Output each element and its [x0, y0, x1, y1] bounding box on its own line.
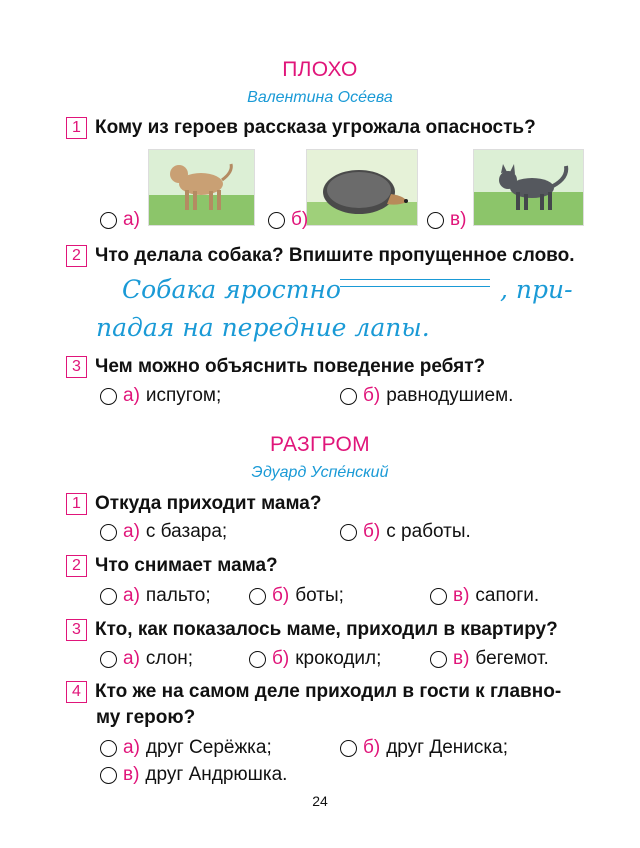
question-text: Что снимает мама? — [95, 555, 278, 576]
option-text: друг Андрюшка. — [145, 764, 288, 785]
dog-picture — [148, 149, 255, 226]
option-text: с базара; — [145, 521, 228, 542]
option-letter: б) — [272, 648, 290, 669]
option-letter: в) — [123, 764, 140, 785]
option-b[interactable] — [340, 385, 513, 407]
cat-picture — [473, 149, 584, 226]
question-2-3 — [66, 619, 558, 641]
option-letter: в) — [453, 585, 470, 606]
radio-circle[interactable] — [340, 740, 357, 757]
option-letter: б) — [363, 521, 381, 542]
option-letter: а) — [123, 737, 140, 758]
radio-circle[interactable] — [430, 588, 447, 605]
question-text: Кому из героев рассказа угрожала опасность? — [95, 117, 536, 138]
fill-in-blank[interactable] — [340, 279, 490, 287]
option-text: сапоги. — [475, 585, 540, 606]
handwritten-line-2: падая на передние лапы. — [96, 313, 430, 342]
question-1-1 — [66, 117, 536, 139]
option-letter: б) — [291, 209, 309, 230]
option-a[interactable] — [100, 385, 221, 407]
question-text: Откуда приходит мама? — [95, 493, 322, 514]
option-c[interactable] — [430, 648, 549, 670]
option-text: друг Дениска; — [386, 737, 508, 758]
option-letter: а) — [123, 385, 140, 406]
question-number: 3 — [66, 356, 87, 378]
option-b[interactable] — [340, 521, 471, 543]
question-text-line2: му герою? — [96, 707, 196, 728]
option-text: друг Серёжка; — [145, 737, 272, 758]
section-title-razgrom: РАЗГРОМ — [270, 433, 370, 456]
question-2-4 — [66, 681, 561, 703]
question-text: Что делала собака? Впишите пропущенное слово. — [95, 245, 575, 266]
question-2-1 — [66, 493, 321, 515]
option-b[interactable] — [340, 737, 508, 759]
radio-circle[interactable] — [249, 588, 266, 605]
option-letter: б) — [272, 585, 290, 606]
question-number: 2 — [66, 555, 87, 577]
page-number: 24 — [312, 793, 328, 809]
option-c[interactable] — [430, 585, 539, 607]
radio-circle[interactable] — [340, 388, 357, 405]
section-author-oseeva: Валентина Осе́ева — [247, 89, 393, 106]
question-number: 4 — [66, 681, 87, 703]
question-1-3 — [66, 356, 485, 378]
option-letter: б) — [363, 385, 381, 406]
option-letter: б) — [363, 737, 381, 758]
option-text: бегемот. — [475, 648, 549, 669]
option-a[interactable] — [100, 585, 211, 607]
radio-circle[interactable] — [100, 651, 117, 668]
option-text: пальто; — [145, 585, 211, 606]
option-letter: в) — [450, 209, 467, 230]
option-text: крокодил; — [295, 648, 382, 669]
radio-circle[interactable] — [340, 524, 357, 541]
radio-circle[interactable] — [100, 767, 117, 784]
option-b-hedgehog[interactable] — [268, 209, 308, 231]
option-c[interactable] — [100, 764, 287, 786]
option-a[interactable] — [100, 521, 227, 543]
question-text: Чем можно объяснить поведение ребят? — [95, 356, 486, 377]
radio-circle[interactable] — [100, 588, 117, 605]
section-author-uspensky: Эдуард Успе́нский — [251, 464, 389, 481]
option-text: слон; — [145, 648, 194, 669]
option-text: с работы. — [386, 521, 471, 542]
option-b[interactable] — [249, 648, 381, 670]
option-text: равнодушием. — [386, 385, 514, 406]
question-number: 2 — [66, 245, 87, 267]
radio-circle[interactable] — [430, 651, 447, 668]
radio-circle[interactable] — [100, 388, 117, 405]
radio-circle[interactable] — [100, 524, 117, 541]
radio-circle[interactable] — [249, 651, 266, 668]
question-2-2 — [66, 555, 278, 577]
option-letter: в) — [453, 648, 470, 669]
radio-circle[interactable] — [100, 212, 117, 229]
question-number: 3 — [66, 619, 87, 641]
hedgehog-picture — [306, 149, 418, 226]
radio-circle[interactable] — [100, 740, 117, 757]
question-number: 1 — [66, 493, 87, 515]
option-text: боты; — [295, 585, 344, 606]
option-c-cat[interactable] — [427, 209, 466, 231]
option-b[interactable] — [249, 585, 344, 607]
option-letter: а) — [123, 585, 140, 606]
handwritten-line-1a: Собака яростно — [122, 275, 341, 304]
question-number: 1 — [66, 117, 87, 139]
option-letter: а) — [123, 209, 140, 230]
option-a[interactable] — [100, 648, 193, 670]
handwritten-line-1b: , при- — [500, 275, 573, 304]
option-text: испугом; — [145, 385, 222, 406]
question-1-2 — [66, 245, 575, 267]
option-a[interactable] — [100, 737, 272, 759]
section-title-plokho: ПЛОХО — [282, 58, 358, 81]
option-letter: а) — [123, 648, 140, 669]
question-text-line1: Кто же на самом деле приходил в гости к главно- — [95, 681, 562, 702]
radio-circle[interactable] — [427, 212, 444, 229]
option-letter: а) — [123, 521, 140, 542]
radio-circle[interactable] — [268, 212, 285, 229]
option-a-dog[interactable] — [100, 209, 140, 231]
question-text: Кто, как показалось маме, приходил в квартиру? — [95, 619, 558, 640]
